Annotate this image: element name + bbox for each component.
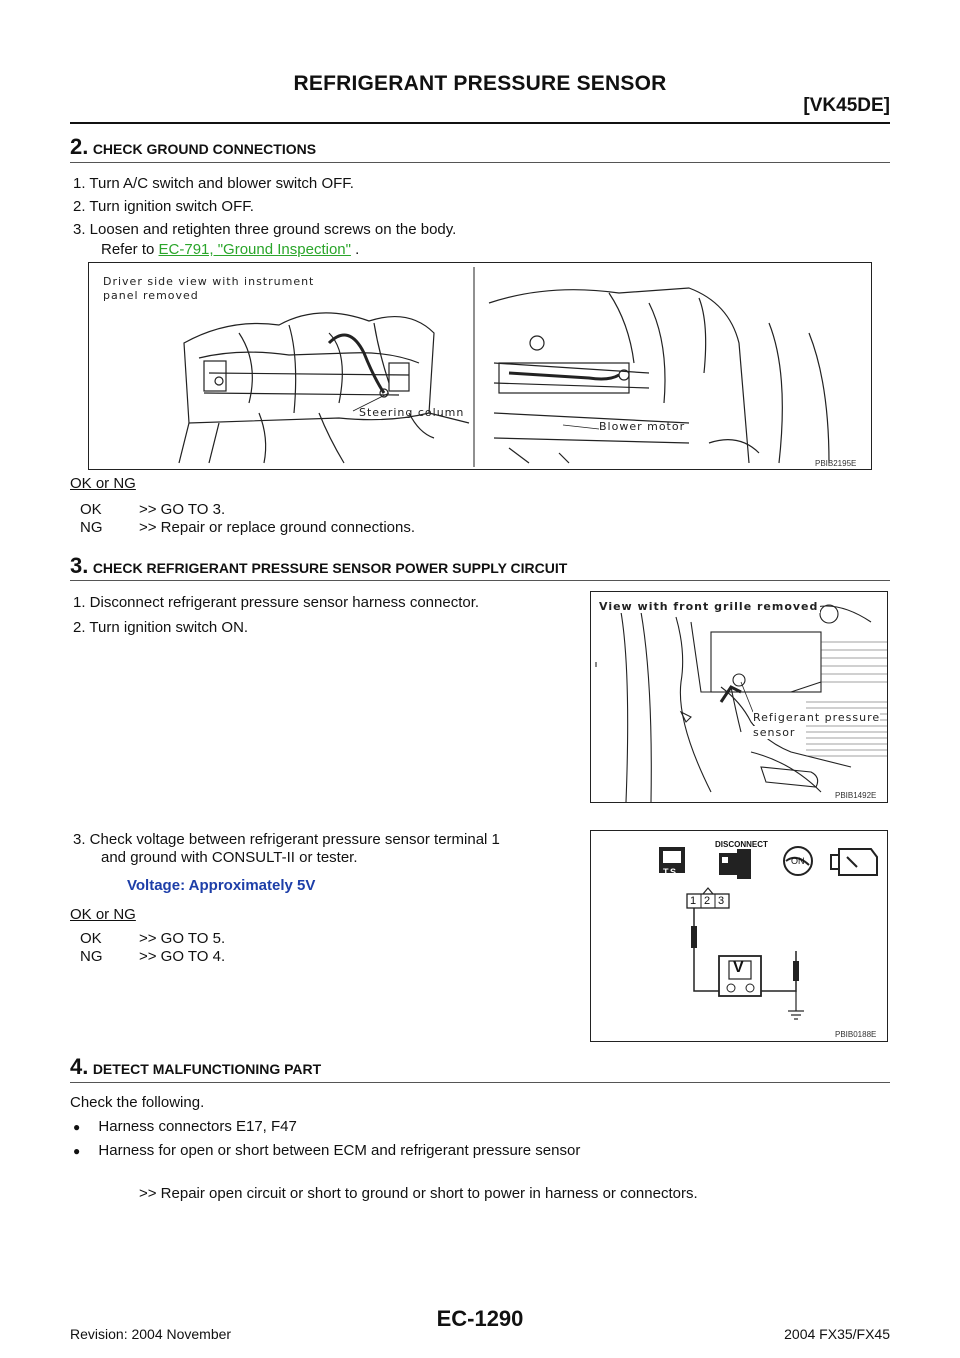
- figure1-caption-2: panel removed: [103, 289, 199, 302]
- sensor-location-figure: [590, 591, 888, 803]
- ignition-on-label: ON: [791, 856, 805, 866]
- ground-screws-figure: [88, 262, 872, 470]
- step4-rule: [70, 1082, 890, 1083]
- figure3-id: PBIB0188E: [835, 1030, 877, 1039]
- bullet-2-text: Harness for open or short between ECM and refrigerant pressure sensor: [98, 1142, 581, 1159]
- blower-motor-label: Blower motor: [599, 420, 686, 433]
- pin-3: 3: [718, 895, 725, 907]
- step2-item-1: 1. Turn A/C switch and blower switch OFF.: [73, 175, 354, 192]
- step2-item-2: 2. Turn ignition switch OFF.: [73, 198, 254, 215]
- step2-rule: [70, 162, 890, 163]
- voltage-spec: Voltage: Approximately 5V: [127, 877, 316, 894]
- step3-ok-label: OK: [80, 930, 102, 947]
- ground-screws-illustration: [89, 263, 871, 469]
- step3-ng-text: >> GO TO 4.: [139, 948, 226, 965]
- voltage-check-figure: [590, 830, 888, 1042]
- pin-1: 1: [690, 895, 697, 907]
- ts-label: T.S.: [663, 867, 679, 877]
- bullet-icon: ●: [73, 1144, 81, 1158]
- step4-number: 4.: [70, 1054, 89, 1079]
- step2-number: 2.: [70, 134, 89, 159]
- harness-connector-icon: [831, 849, 877, 875]
- step4-bullet-1: [73, 1117, 297, 1137]
- sensor-location-illustration: [591, 592, 887, 802]
- step3-ng-label: NG: [80, 948, 103, 965]
- step3-item-3: 3. Check voltage between refrigerant pressure sensor terminal 1: [73, 831, 500, 848]
- sensor-label-1: Refigerant pressure: [753, 711, 881, 724]
- bullet-1-text: Harness connectors E17, F47: [98, 1118, 297, 1135]
- step3-ok-ng: OK or NG: [70, 906, 136, 923]
- step2-ok-label: OK: [80, 501, 102, 518]
- figure2-id: PBIB1492E: [835, 791, 877, 800]
- voltmeter-label: V: [733, 959, 744, 976]
- step2-item-3: 3. Loosen and retighten three ground screws on the body.: [73, 221, 457, 238]
- page-number: EC-1290: [436, 1306, 524, 1331]
- step2-ok-ng: OK or NG: [70, 475, 136, 492]
- step4-heading: [70, 1054, 321, 1080]
- step3-item-1: 1. Disconnect refrigerant pressure sensor harness connector.: [73, 594, 480, 611]
- bullet-icon: ●: [73, 1120, 81, 1134]
- step2-ng-label: NG: [80, 519, 103, 536]
- step3-heading: [70, 553, 567, 579]
- step2-title: CHECK GROUND CONNECTIONS: [92, 141, 317, 157]
- step2-ng-text: >> Repair or replace ground connections.: [139, 519, 416, 536]
- vehicle-model: 2004 FX35/FX45: [784, 1326, 890, 1342]
- step4-title: DETECT MALFUNCTIONING PART: [92, 1061, 322, 1077]
- step3-title: CHECK REFRIGERANT PRESSURE SENSOR POWER SUPPLY CIRCUIT: [92, 560, 568, 576]
- step2-ok-text: >> GO TO 3.: [139, 501, 226, 518]
- voltage-check-diagram: [591, 831, 887, 1041]
- figure1-caption: Driver side view with instrument: [103, 275, 315, 288]
- figure2-caption: View with front grille removed: [599, 600, 819, 613]
- engine-code: [VK45DE]: [803, 95, 890, 116]
- revision-date: Revision: 2004 November: [70, 1326, 232, 1342]
- step3-item-3b: and ground with CONSULT-II or tester.: [101, 849, 358, 866]
- pin-2: 2: [704, 895, 711, 907]
- step4-intro: Check the following.: [70, 1094, 205, 1111]
- ground-inspection-link[interactable]: EC-791, "Ground Inspection": [158, 241, 351, 258]
- figure1-id: PBIB2195E: [815, 459, 857, 468]
- step3-rule: [70, 580, 890, 581]
- header-rule: [70, 122, 890, 124]
- step4-action: >> Repair open circuit or short to ground or short to power in harness or connectors.: [139, 1185, 698, 1202]
- steering-column-label: Steering column: [359, 406, 465, 419]
- sensor-label-2: sensor: [753, 726, 796, 739]
- disconnect-label: DISCONNECT: [715, 840, 768, 849]
- step3-item-2: 2. Turn ignition switch ON.: [73, 619, 249, 636]
- step4-bullet-2: [73, 1141, 580, 1161]
- step2-heading: [70, 134, 316, 160]
- step3-ok-text: >> GO TO 5.: [139, 930, 226, 947]
- refer-suffix: .: [350, 241, 360, 258]
- page-title: REFRIGERANT PRESSURE SENSOR: [293, 72, 667, 95]
- refer-prefix: Refer to: [101, 241, 159, 258]
- step2-refer: [101, 240, 359, 260]
- step3-number: 3.: [70, 553, 89, 578]
- disconnect-icon: [719, 849, 751, 879]
